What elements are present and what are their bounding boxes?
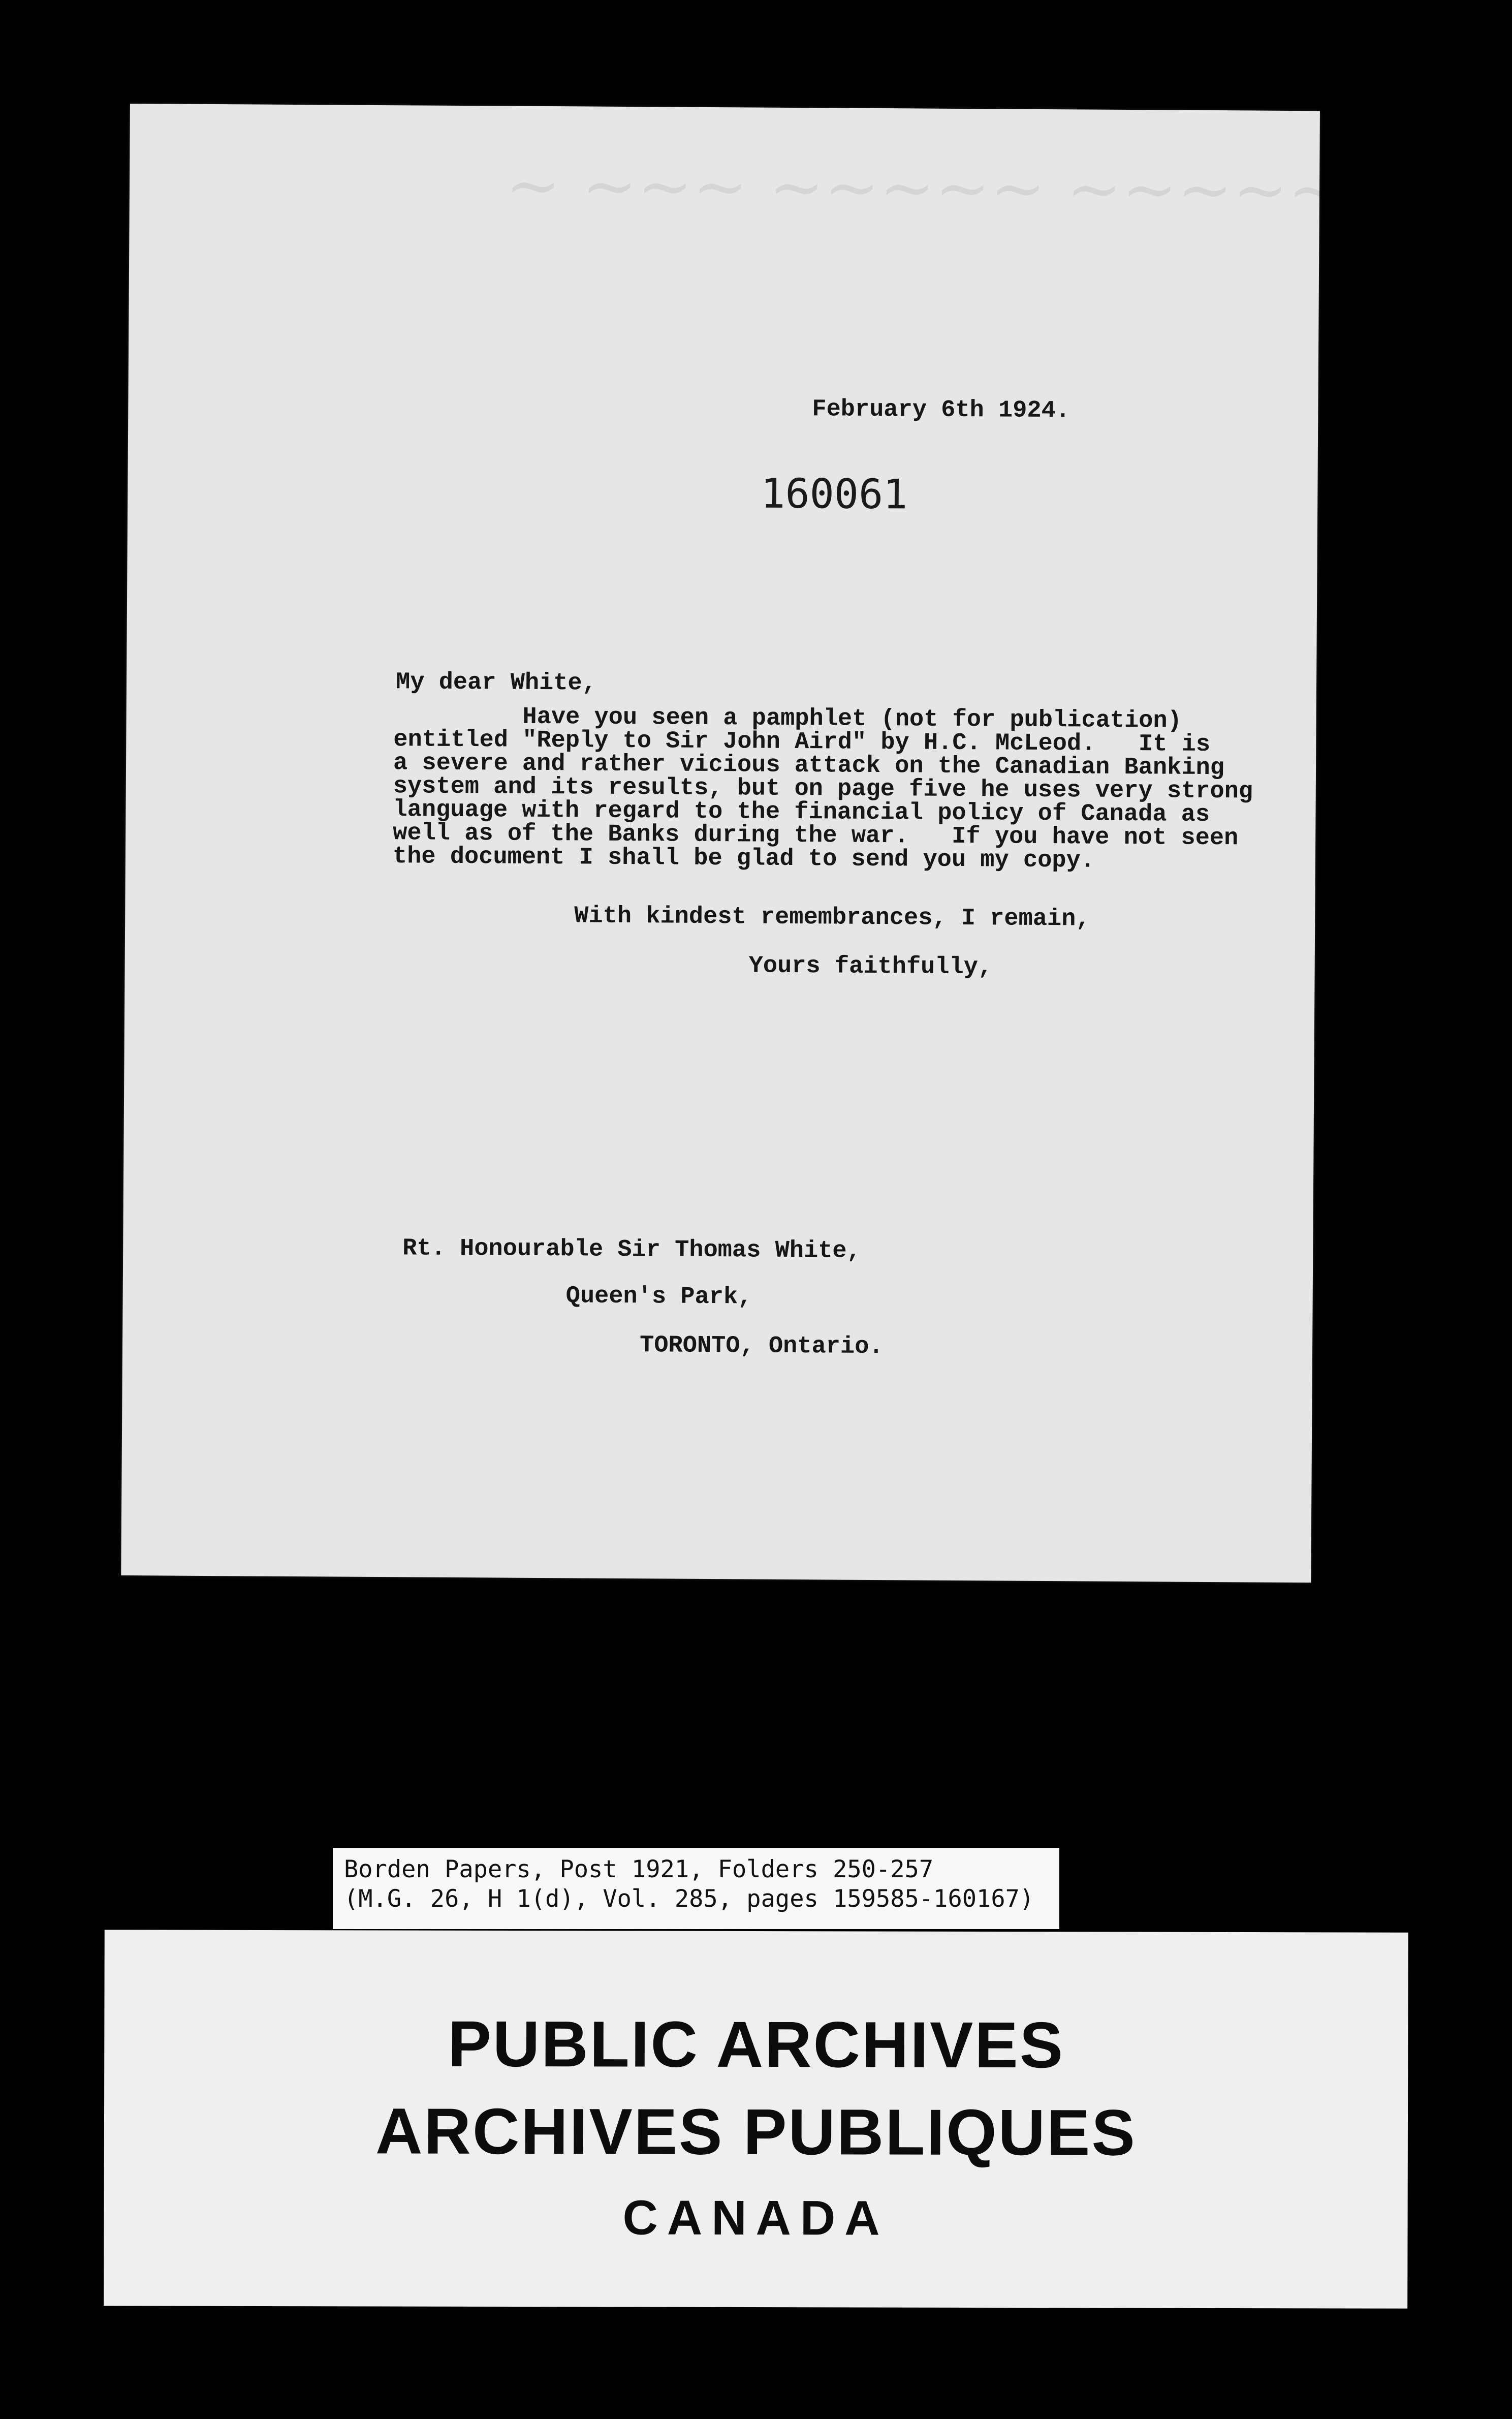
body-line: a severe and rather vicious attack on the Canadian Banking [393,750,1225,782]
body-line: well as of the Banks during the war. If you have not seen [393,820,1239,852]
body-line: the document I shall be glad to send you my copy. [392,843,1095,875]
salutation: My dear White, [395,669,597,697]
body-line: language with regard to the financial policy of Canada as [393,796,1210,829]
archives-stamp [104,1930,1408,2308]
body-line: Have you seen a pamphlet (not for publication) [393,703,1182,735]
closing-remembrance: With kindest remembrances, I remain, [574,903,1090,933]
archive-label-line2: (M.G. 26, H 1(d), Vol. 285, pages 159585-160167) [344,1885,1034,1913]
stamp-line-english: PUBLIC ARCHIVES [448,2007,1065,2082]
document-number: 160061 [761,470,908,518]
stamp-line-french: ARCHIVES PUBLIQUES [375,2095,1137,2169]
archive-reference-label [333,1848,1059,1929]
letter-body [393,705,1268,874]
body-line: entitled "Reply to Sir John Aird" by H.C. McLeod. It is [393,726,1211,759]
recipient-city: TORONTO, Ontario. [639,1332,884,1361]
recipient-street: Queen's Park, [565,1283,752,1311]
bleed-through-handwriting: ~ ~~~ ~~~~~ ~~~~~ [505,146,1344,229]
archive-label-line1: Borden Papers, Post 1921, Folders 250-257 [344,1855,934,1883]
letter-page [121,104,1344,1583]
letter-date: February 6th 1924. [812,396,1070,425]
stamp-line-country: CANADA [622,2190,889,2246]
body-line: system and its results, but on page five he uses very strong [393,773,1253,805]
closing: Yours faithfully, [748,952,993,981]
recipient-name: Rt. Honourable Sir Thomas White, [402,1235,861,1265]
